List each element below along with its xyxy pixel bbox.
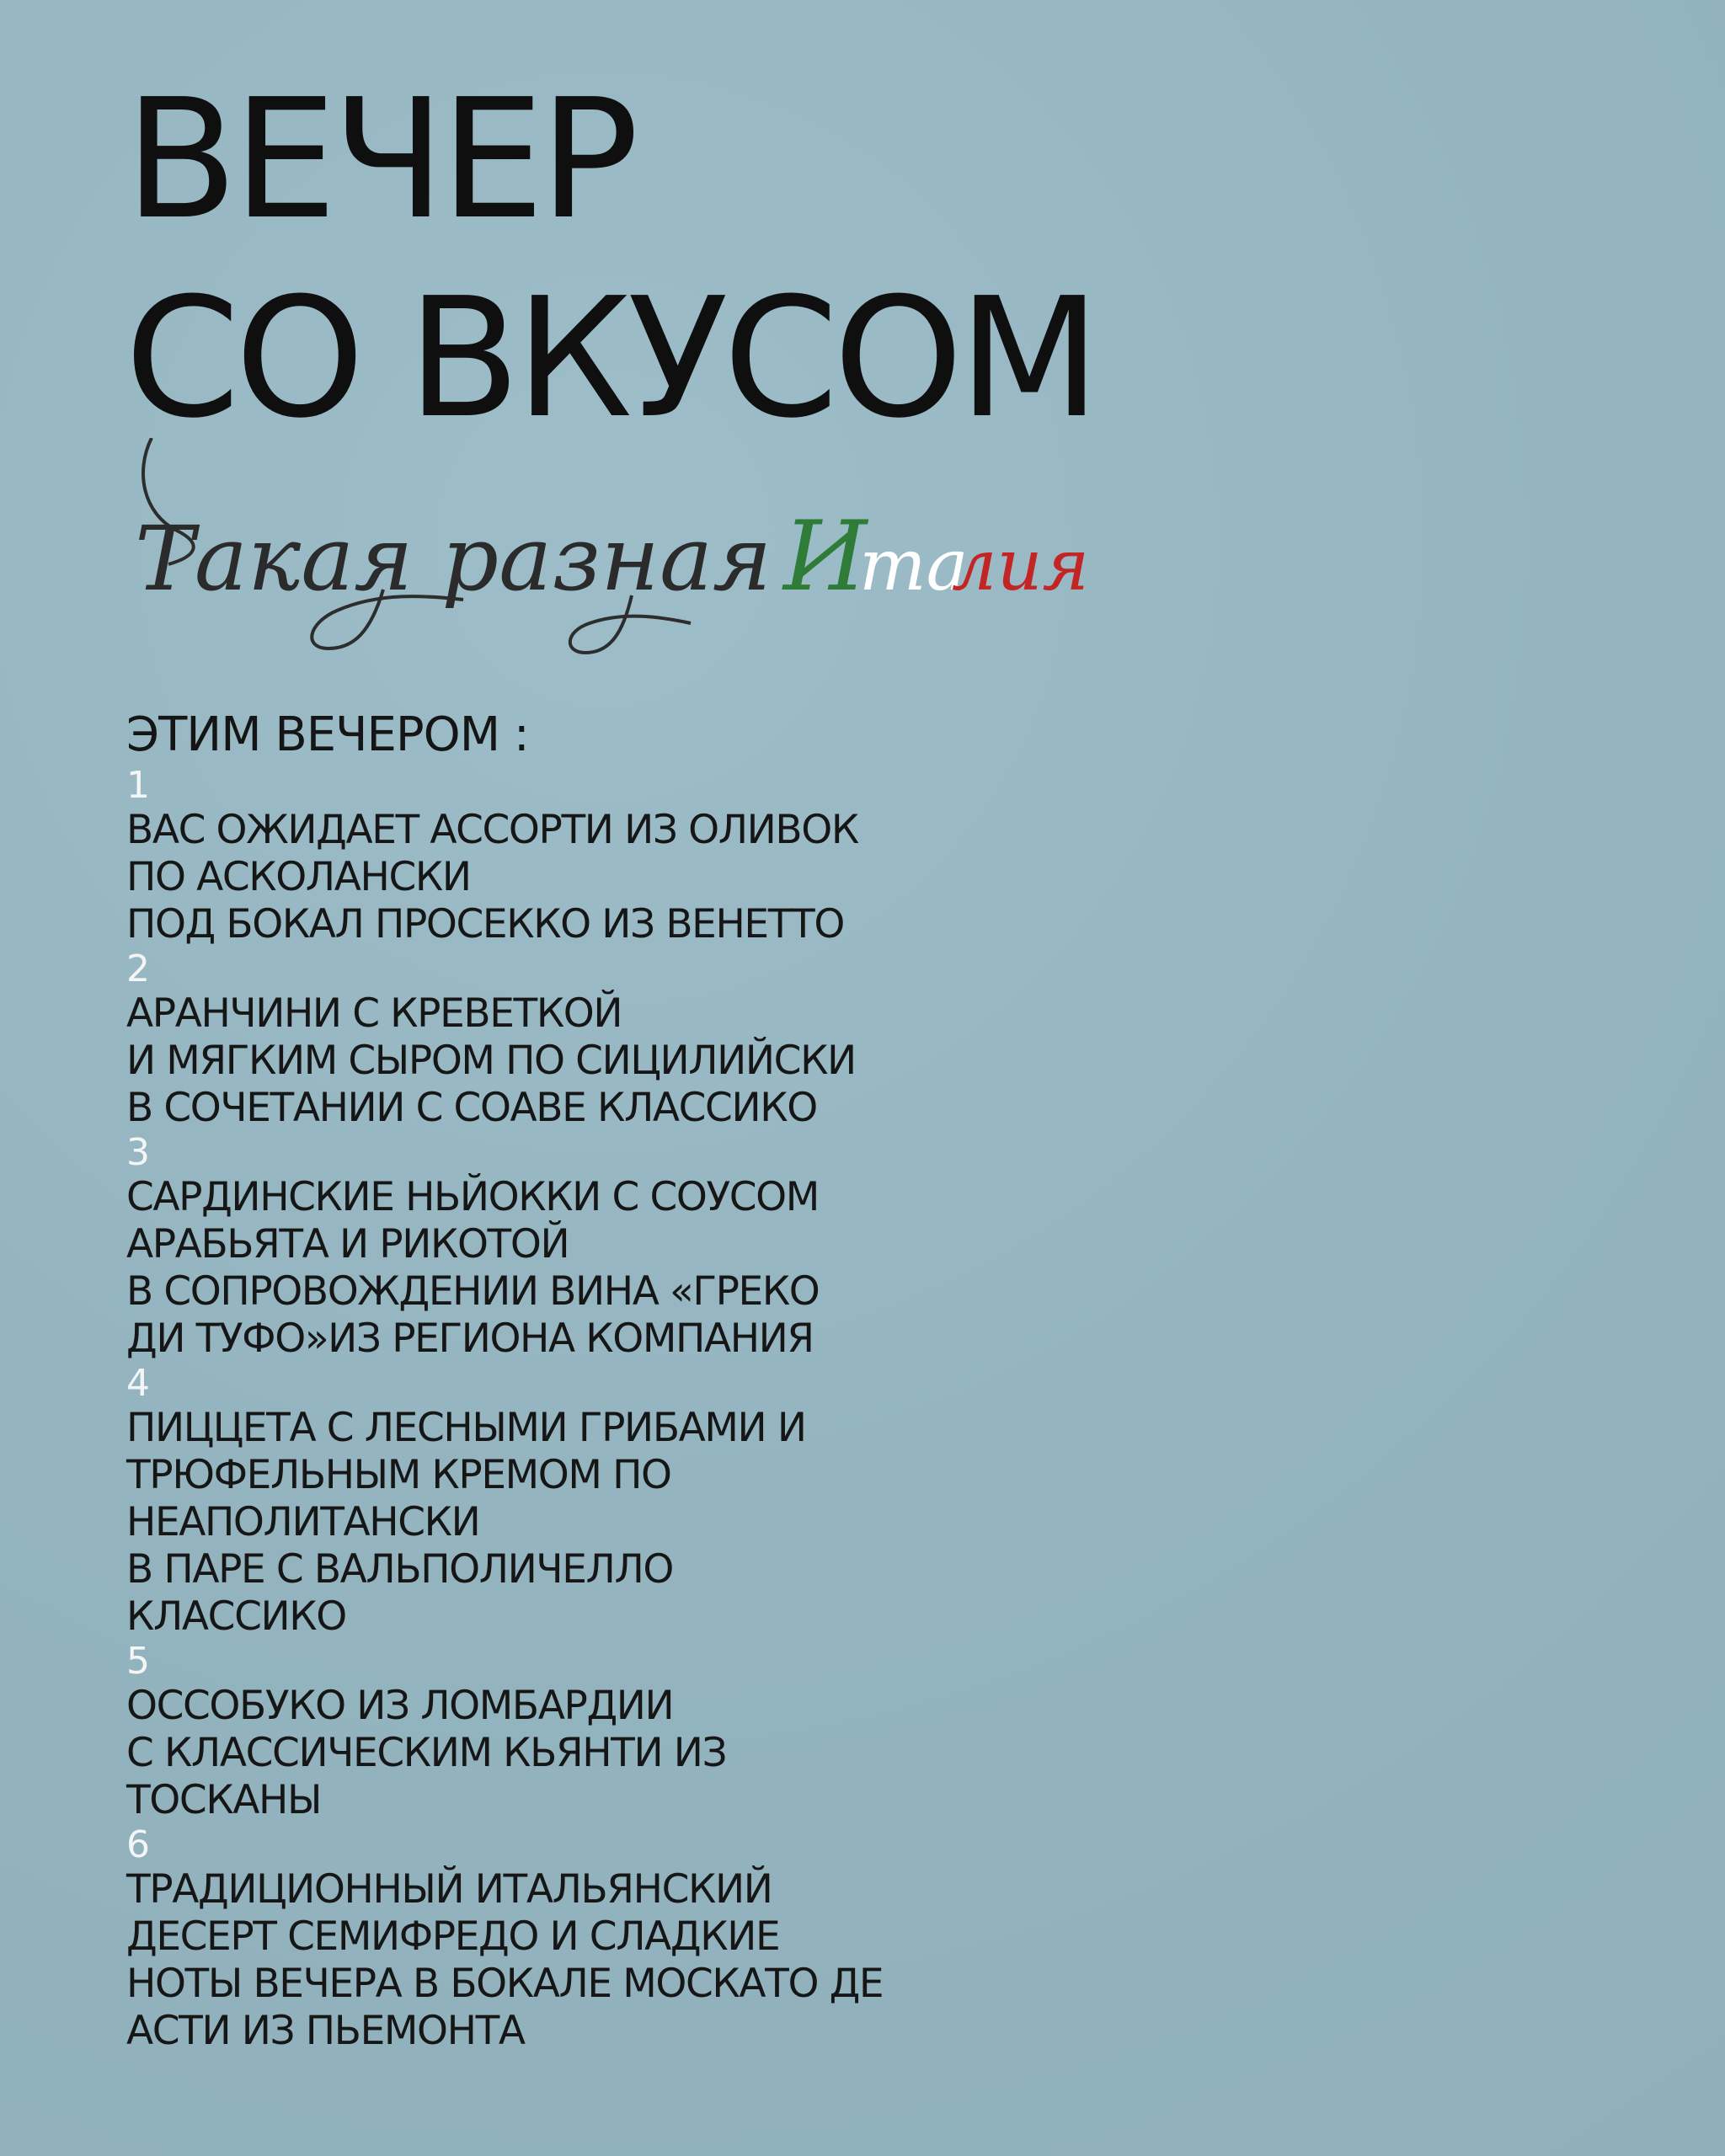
menu-line: ТРАДИЦИОННЫЙ ИТАЛЬЯНСКИЙ: [126, 1866, 772, 1913]
menu-list: [126, 765, 1306, 2055]
menu-line: НЕАПОЛИТАНСКИ: [126, 1499, 480, 1545]
subtitle-accent-end: лия: [952, 524, 1090, 606]
menu-line: В СОПРОВОЖДЕНИИ ВИНА «ГРЕКО: [126, 1268, 820, 1315]
menu-number: 6: [126, 1823, 150, 1866]
menu-line: В ПАРЕ С ВАЛЬПОЛИЧЕЛЛО: [126, 1546, 674, 1593]
menu-line: В СОЧЕТАНИИ С СОАВЕ КЛАССИКО: [126, 1085, 817, 1131]
menu-line: ОССОБУКО ИЗ ЛОМБАРДИИ: [126, 1683, 674, 1729]
menu-line: ПО АСКОЛАНСКИ: [126, 854, 471, 900]
subtitle-accent-middle: та: [859, 524, 969, 606]
page-title-line-1: ВЕЧЕР: [125, 64, 634, 256]
menu-line: ПИЦЦЕТА С ЛЕСНЫМИ ГРИБАМИ И: [126, 1405, 806, 1451]
menu-number: 2: [126, 947, 150, 990]
menu-line: ВАС ОЖИДАЕТ АССОРТИ ИЗ ОЛИВОК: [126, 807, 858, 853]
menu-item: [126, 1132, 1306, 1363]
page-title-line-2: СО ВКУСОМ: [125, 263, 1096, 455]
script-subtitle: [118, 438, 1196, 657]
menu-number: 3: [126, 1131, 150, 1174]
menu-line: ТРЮФЕЛЬНЫМ КРЕМОМ ПО: [126, 1452, 671, 1498]
subtitle-accent-letter: И: [783, 500, 868, 612]
menu-item: [126, 1824, 1306, 2055]
menu-item: [126, 765, 1306, 948]
menu-line: КЛАССИКО: [126, 1593, 346, 1640]
menu-line: ПОД БОКАЛ ПРОСЕККО ИЗ ВЕНЕТТО: [126, 901, 844, 947]
menu-line: И МЯГКИМ СЫРОМ ПО СИЦИЛИЙСКИ: [126, 1038, 856, 1084]
menu-number: 1: [126, 764, 150, 807]
menu-number: 4: [126, 1362, 150, 1405]
menu-line: ДЕСЕРТ СЕМИФРЕДО И СЛАДКИЕ: [126, 1913, 780, 1960]
menu-item: [126, 1641, 1306, 1824]
menu-item: [126, 1363, 1306, 1641]
menu-line: ТОСКАНЫ: [126, 1777, 322, 1823]
menu-line: НОТЫ ВЕЧЕРА В БОКАЛЕ МОСКАТО ДЕ: [126, 1961, 884, 2007]
menu-line: АРАНЧИНИ С КРЕВЕТКОЙ: [126, 990, 622, 1037]
menu-line: САРДИНСКИЕ НЬЙОККИ С СОУСОМ: [126, 1174, 819, 1220]
menu-line: АРАБЬЯТА И РИКОТОЙ: [126, 1221, 569, 1267]
menu-line: ДИ ТУФО»ИЗ РЕГИОНА КОМПАНИЯ: [126, 1315, 814, 1362]
subtitle-prefix: Такая разная: [135, 507, 772, 611]
menu-line: АСТИ ИЗ ПЬЕМОНТА: [126, 2008, 525, 2054]
menu-number: 5: [126, 1640, 150, 1683]
section-heading: ЭТИМ ВЕЧЕРОМ :: [126, 707, 529, 762]
menu-item: [126, 948, 1306, 1132]
menu-line: С КЛАССИЧЕСКИМ КЬЯНТИ ИЗ: [126, 1730, 727, 1776]
